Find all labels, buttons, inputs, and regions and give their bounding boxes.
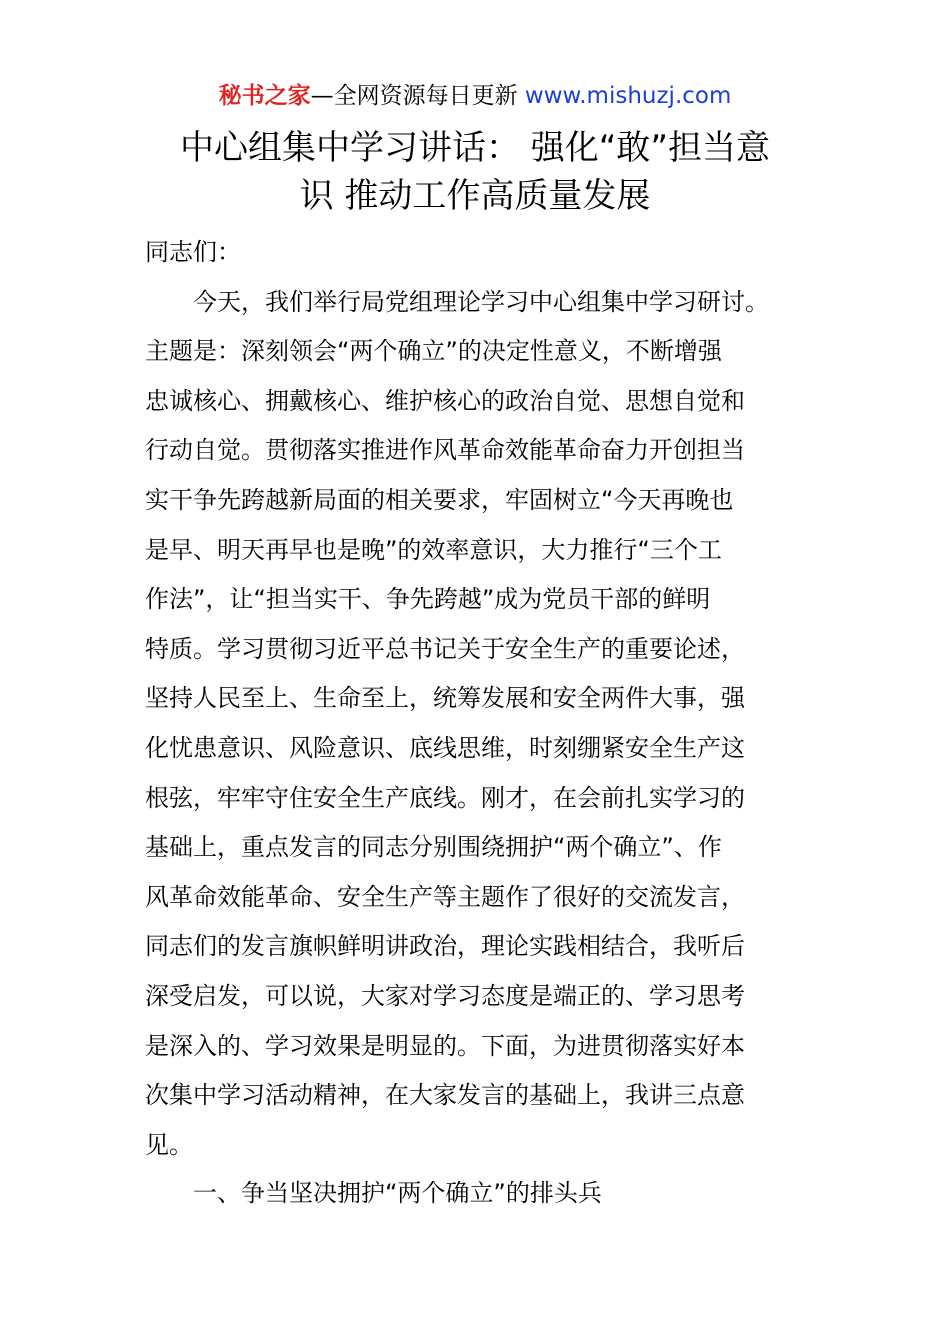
site-header	[0, 80, 950, 112]
header-tagline: —全网资源每日更新	[310, 83, 525, 109]
body-line: 坚持人民至上、生命至上，统筹发展和安全两件大事，强	[145, 684, 745, 713]
body-line: 主题是：深刻领会“两个确立”的决定性意义，不断增强	[145, 337, 722, 366]
body-line: 同志们的发言旗帜鲜明讲政治，理论实践相结合，我听后	[145, 932, 745, 961]
site-url[interactable]: www.mishuzj.com	[524, 83, 732, 109]
body-line: 实干争先跨越新局面的相关要求，牢固树立“今天再晚也	[145, 485, 734, 514]
body-line: 风革命效能革命、安全生产等主题作了很好的交流发言，	[145, 882, 745, 911]
body-line: 作法”，让“担当实干、争先跨越”成为党员干部的鲜明	[145, 585, 711, 614]
body-line: 是早、明天再早也是晚”的效率意识，大力推行“三个工	[145, 535, 722, 564]
body-line: 次集中学习活动精神，在大家发言的基础上，我讲三点意	[145, 1081, 745, 1110]
document-body	[145, 228, 805, 1170]
salutation: 同志们：	[145, 238, 241, 266]
body-line: 深受启发，可以说，大家对学习态度是端正的、学习思考	[145, 981, 745, 1010]
body-line: 基础上，重点发言的同志分别围绕拥护“两个确立”、作	[145, 833, 722, 862]
section-heading: 一、争当坚决拥护“两个确立”的排头兵	[193, 1179, 602, 1207]
body-line: 根弦，牢牢守住安全生产底线。刚才，在会前扎实学习的	[145, 783, 745, 812]
body-line: 忠诚核心、拥戴核心、维护核心的政治自觉、思想自觉和	[145, 386, 745, 415]
title-line-1: 中心组集中学习讲话： 强化“敢”担当意	[179, 128, 771, 168]
body-line: 特质。学习贯彻习近平总书记关于安全生产的重要论述，	[145, 634, 745, 663]
brand-name: 秘书之家	[218, 83, 311, 109]
body-line: 化忧患意识、风险意识、底线思维，时刻绷紧安全生产这	[145, 733, 745, 762]
body-line: 行动自觉。贯彻落实推进作风革命效能革命奋力开创担当	[145, 436, 745, 465]
body-line: 是深入的、学习效果是明显的。下面，为进贯彻落实好本	[145, 1031, 745, 1060]
title-line-2: 识 推动工作高质量发展	[299, 176, 651, 216]
body-line: 今天，我们举行局党组理论学习中心组集中学习研讨。	[193, 287, 769, 316]
body-line: 见。	[145, 1130, 193, 1159]
document-title	[120, 124, 830, 220]
